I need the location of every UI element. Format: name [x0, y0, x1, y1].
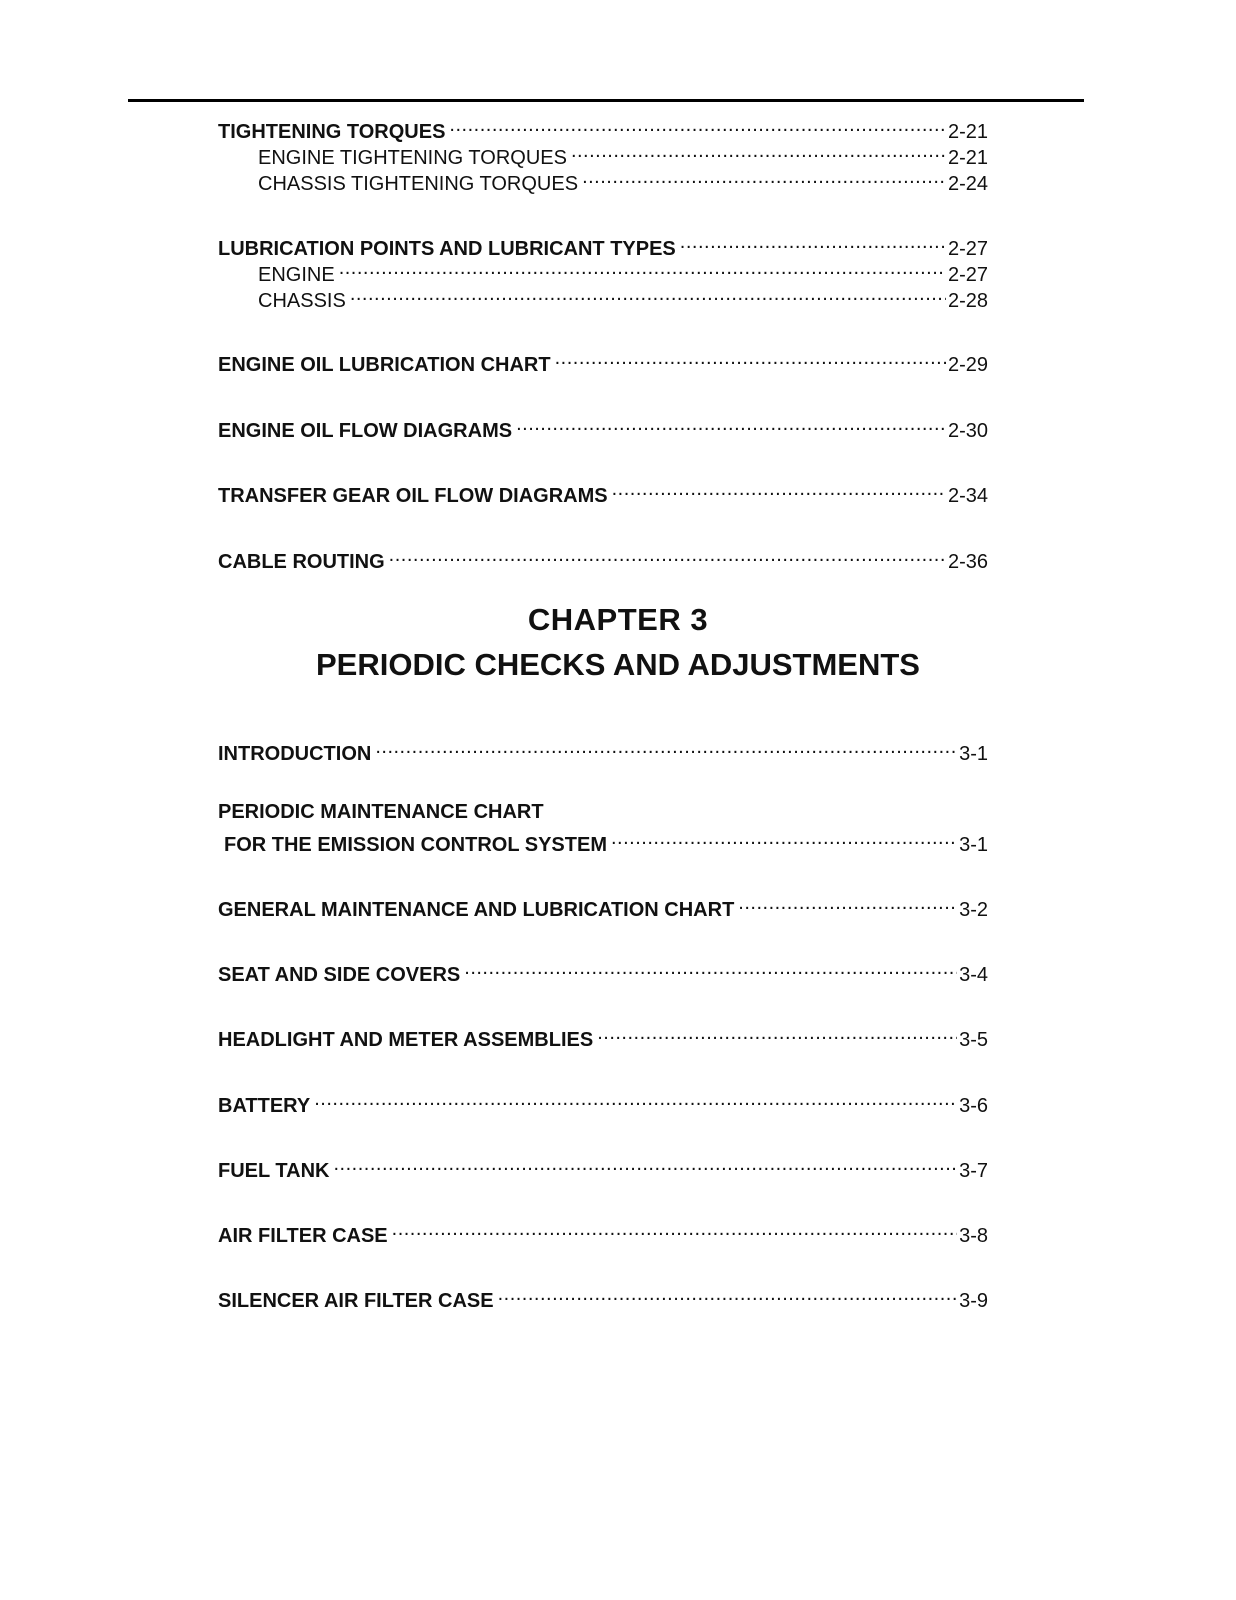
toc-page-number: 2-34	[947, 485, 988, 507]
toc-page-number: 3-6	[959, 1095, 988, 1117]
toc-page-number: 3-1	[959, 834, 988, 856]
toc-line[interactable]	[218, 112, 988, 143]
toc-line-first[interactable]	[218, 799, 988, 825]
toc-leader-dots	[582, 164, 946, 190]
toc-page-number: 2-28	[947, 290, 988, 312]
toc-line[interactable]	[218, 542, 988, 573]
toc-title: ENGINE OIL LUBRICATION CHART	[218, 354, 551, 376]
toc-title: TRANSFER GEAR OIL FLOW DIAGRAMS	[218, 485, 608, 507]
toc-title: SILENCER AIR FILTER CASE	[218, 1290, 494, 1312]
toc-subtitle: ENGINE	[258, 264, 335, 286]
toc-leader-dots	[680, 229, 946, 255]
toc-entry-periodic-maintenance-chart	[218, 799, 988, 856]
toc-page-number: 3-9	[959, 1290, 988, 1312]
toc-title-line1: PERIODIC MAINTENANCE CHART	[218, 801, 544, 823]
toc-page-number: 3-8	[959, 1225, 988, 1247]
toc-line[interactable]	[218, 229, 988, 260]
toc-leader-dots	[449, 112, 946, 138]
toc-entry-transfer-gear-oil-flow	[218, 476, 988, 507]
toc-page-number: 2-30	[947, 420, 988, 442]
toc-entry-fuel-tank	[218, 1151, 988, 1182]
toc-line[interactable]	[218, 825, 988, 856]
header-rule	[128, 99, 1084, 102]
toc-line[interactable]	[218, 890, 988, 921]
toc-page-number: 2-24	[947, 173, 988, 195]
toc-entry-seat-and-side-covers	[218, 955, 988, 986]
toc-page-number: 3-5	[959, 1029, 988, 1051]
toc-entry-battery	[218, 1086, 988, 1117]
toc-page-number: 2-21	[947, 121, 988, 143]
toc-page-number: 2-27	[947, 264, 988, 286]
toc-title: LUBRICATION POINTS AND LUBRICANT TYPES	[218, 238, 676, 260]
toc-page-number: 2-29	[947, 354, 988, 376]
toc-title: ENGINE OIL FLOW DIAGRAMS	[218, 420, 513, 442]
toc-entry-engine-oil-lubrication-chart	[218, 345, 988, 376]
toc-leader-dots	[611, 825, 957, 851]
toc-title: SEAT AND SIDE COVERS	[218, 964, 461, 986]
toc-line[interactable]	[218, 955, 988, 986]
toc-entry-introduction	[218, 734, 988, 765]
toc-entry-air-filter-case	[218, 1216, 988, 1247]
toc-subtitle: CHASSIS TIGHTENING TORQUES	[258, 173, 579, 195]
toc-line[interactable]	[218, 1086, 988, 1117]
toc-line[interactable]	[218, 1151, 988, 1182]
toc-title: FOR THE EMISSION CONTROL SYSTEM	[224, 834, 607, 856]
toc-leader-dots	[464, 955, 957, 981]
toc-line[interactable]	[218, 1281, 988, 1312]
toc-leader-dots	[339, 255, 946, 281]
toc-leader-dots	[333, 1151, 957, 1177]
toc-leader-dots	[571, 138, 946, 164]
toc-title: BATTERY	[218, 1095, 311, 1117]
toc-page-number: 2-21	[947, 147, 988, 169]
toc-line[interactable]	[218, 345, 988, 376]
toc-entry-engine-oil-flow-diagrams	[218, 411, 988, 442]
toc-title: CABLE ROUTING	[218, 551, 385, 573]
toc-page-number: 3-4	[959, 964, 988, 986]
toc-leader-dots	[597, 1020, 957, 1046]
toc-title: TIGHTENING TORQUES	[218, 121, 446, 143]
chapter-title: PERIODIC CHECKS AND ADJUSTMENTS	[316, 647, 920, 682]
toc-title: FUEL TANK	[218, 1160, 330, 1182]
toc-leader-dots	[555, 345, 946, 371]
toc-line[interactable]	[218, 476, 988, 507]
toc-entry-tightening-torques	[218, 112, 988, 195]
toc-leader-dots	[498, 1281, 958, 1307]
toc-line[interactable]	[218, 411, 988, 442]
toc-entry-cable-routing	[218, 542, 988, 573]
toc-line[interactable]	[218, 1020, 988, 1051]
toc-title: AIR FILTER CASE	[218, 1225, 388, 1247]
toc-leader-dots	[375, 734, 957, 760]
toc-page-number: 2-27	[947, 238, 988, 260]
toc-line[interactable]	[218, 1216, 988, 1247]
toc-subtitle: ENGINE TIGHTENING TORQUES	[258, 147, 567, 169]
toc-title: GENERAL MAINTENANCE AND LUBRICATION CHART	[218, 899, 735, 921]
toc-leader-dots	[389, 542, 946, 568]
toc-entry-general-maintenance	[218, 890, 988, 921]
toc-page-number: 3-7	[959, 1160, 988, 1182]
toc-page-number: 3-2	[959, 899, 988, 921]
toc-line[interactable]	[218, 734, 988, 765]
toc-title: INTRODUCTION	[218, 743, 372, 765]
chapter-number: CHAPTER 3	[527, 602, 709, 637]
toc-entry-lubrication-points	[218, 229, 988, 312]
toc-subtitle: CHASSIS	[258, 290, 346, 312]
toc-entry-silencer-air-filter-case	[218, 1281, 988, 1312]
toc-leader-dots	[392, 1216, 957, 1242]
toc-page-number: 2-36	[947, 551, 988, 573]
toc-leader-dots	[350, 281, 946, 307]
toc-leader-dots	[516, 411, 946, 437]
toc-entry-headlight-meter	[218, 1020, 988, 1051]
toc-leader-dots	[314, 1086, 957, 1112]
toc-title: HEADLIGHT AND METER ASSEMBLIES	[218, 1029, 594, 1051]
toc-leader-dots	[738, 890, 957, 916]
toc-page-number: 3-1	[959, 743, 988, 765]
toc-leader-dots	[612, 476, 946, 502]
